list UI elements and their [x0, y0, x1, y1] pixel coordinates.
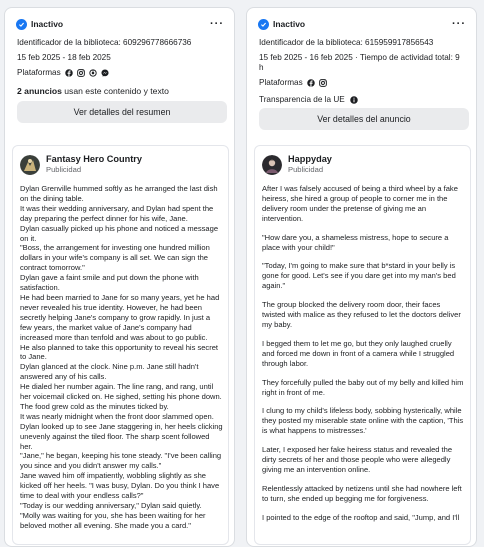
ad-paragraph: Dylan Grenville hummed softly as he arranged the last dish on the dining table. [20, 184, 218, 203]
info-icon[interactable] [350, 96, 358, 104]
ad-paragraph: I clung to my child's lifeless body, sobbing hysterically, while they posted my miserable state online with the caption, 'This is what happens to mistresses.' [262, 406, 464, 436]
status-label: Inactivo [273, 19, 306, 29]
eu-transparency-row[interactable] [259, 95, 358, 105]
ad-paragraph: "Jane," he began, keeping his tone steady. "I've been calling you since and you didn't answer my calls." [20, 451, 222, 471]
ad-preview[interactable] [254, 145, 471, 545]
ad-paragraph: "Molly was waiting for you, she has been waiting for her beloved mother all evening. She made you a card." [20, 510, 206, 530]
ad-card-right [246, 7, 477, 547]
advertiser-avatar[interactable] [262, 155, 282, 175]
status-row [16, 17, 224, 31]
ad-paragraph: They forcefully pulled the baby out of my belly and killed him right in front of me. [262, 377, 464, 397]
status-row [258, 17, 466, 31]
platforms-row [17, 68, 109, 78]
ad-paragraph: "Today, I'm going to make sure that b*stard in your belly is gone for good. Let's see if you dare get into my man's bed again." [262, 261, 456, 291]
advertiser-avatar[interactable] [20, 155, 40, 175]
status-label: Inactivo [31, 19, 64, 29]
run-dates: 15 feb 2025 - 16 feb 2025 · Tiempo de actividad total: 9 h [259, 53, 460, 72]
ad-paragraph: Dylan gave a faint smile and put down the phone with satisfaction. [20, 273, 199, 293]
advertiser-name[interactable]: Fantasy Hero Country [46, 154, 142, 164]
facebook-icon [65, 69, 73, 77]
inactive-status-icon [16, 19, 27, 30]
ad-paragraph: It was their wedding anniversary, and Dylan had spent the day preparing the perfect dinner for his wife, Jane. [20, 203, 214, 223]
eu-transparency-label[interactable]: Transparencia de la UE [259, 95, 345, 104]
ad-paragraph: Relentlessly attacked by netizens until she had nowhere left to turn, she ended up begging me for forgiveness. [262, 483, 462, 503]
ad-paragraph: "How dare you, a shameless mistress, hope to secure a place with your child!" [262, 232, 449, 252]
ad-paragraph: The group blocked the delivery room door, their faces twisted with malice as they refused to let the doctors deliver my baby. [262, 300, 461, 329]
library-id: Identificador de la biblioteca: 609296778666736 [17, 38, 192, 47]
run-dates: 15 feb 2025 - 18 feb 2025 [17, 53, 111, 62]
ad-paragraph: Jane waved him off impatiently, wobbling slightly as she kicked off her heels. "I was busy, Dylan. Do you think I have time to deal with your endless calls?" [20, 471, 220, 501]
ad-header [20, 154, 142, 175]
ad-paragraph: I begged them to let me go, but they only laughed cruelly and forced me down in front of a camera while I struggled through labor. [262, 338, 455, 368]
ad-paragraph: After I was falsely accused of being a third wheel by a fake heiress, she hired a group of people to corner me in the delivery room under the pretense of giving me an intervention. [262, 184, 458, 223]
ad-paragraph: Dylan glanced at the clock. Nine p.m. Jane still hadn't answered any of his calls. [20, 362, 199, 382]
platforms-row [259, 78, 327, 88]
instagram-icon [77, 69, 85, 77]
ads-count: 2 anuncios [17, 86, 62, 96]
more-options-icon[interactable]: ··· [452, 18, 466, 30]
sponsored-label: Publicidad [46, 165, 82, 174]
ad-body-text [262, 184, 465, 532]
ads-count-line [17, 86, 169, 96]
more-options-icon[interactable]: ··· [210, 18, 224, 30]
ad-paragraph: He also planned to take this opportunity to reveal his secret to Jane. [20, 342, 219, 362]
audience-network-icon [89, 69, 97, 77]
ad-body-text [20, 184, 223, 531]
ad-preview[interactable] [12, 145, 229, 545]
ad-paragraph: He dialed her number again. The line rang, and rang, until her voicemail clicked on. He sighed, setting his phone down. The food grew cold as the minutes ticked by. [20, 382, 222, 411]
view-summary-details-button[interactable]: Ver detalles del resumen [17, 101, 227, 123]
ad-paragraph: I pointed to the edge of the rooftop and said, "Jump, and I'll [262, 512, 460, 522]
ad-paragraph: Later, I exposed her fake heiress status and revealed the dirty secrets of her and those people who were allegedly giving me an intervention online. [262, 445, 453, 474]
facebook-icon [307, 79, 315, 87]
library-id: Identificador de la biblioteca: 615959917856543 [259, 38, 434, 47]
view-ad-details-button[interactable]: Ver detalles del anuncio [259, 108, 469, 130]
ad-header [262, 154, 332, 175]
ad-card-left [4, 7, 235, 547]
advertiser-name[interactable]: Happyday [288, 154, 332, 164]
ad-paragraph: He had been married to Jane for so many years, yet he had never revealed his true identity. However, he had been secretly helping Jane's company to grow rapidly. In just a few years, the market value of Jane's company had increased more than tenfold and was about to go public. [20, 292, 220, 342]
platforms-label: Plataformas [17, 68, 61, 77]
ad-paragraph: It was nearly midnight when the front door slammed open. [20, 411, 214, 421]
ad-paragraph: Dylan casually picked up his phone and noticed a message on it. [20, 223, 219, 243]
ad-paragraph: "Boss, the arrangement for investing one hundred million dollars in your wife's company is all set. We can sign the contract tomorrow." [20, 243, 210, 273]
ad-paragraph: Dylan looked up to see Jane staggering in, her heels clicking unevenly against the tiled floor. The sharp scent followed her. [20, 421, 223, 451]
ad-paragraph: "Today is our wedding anniversary," Dylan said quietly. [20, 501, 202, 510]
inactive-status-icon [258, 19, 269, 30]
messenger-icon [101, 69, 109, 77]
platforms-label: Plataformas [259, 78, 303, 87]
sponsored-label: Publicidad [288, 165, 324, 174]
instagram-icon [319, 79, 327, 87]
ads-count-suffix: usan este contenido y texto [61, 86, 169, 96]
